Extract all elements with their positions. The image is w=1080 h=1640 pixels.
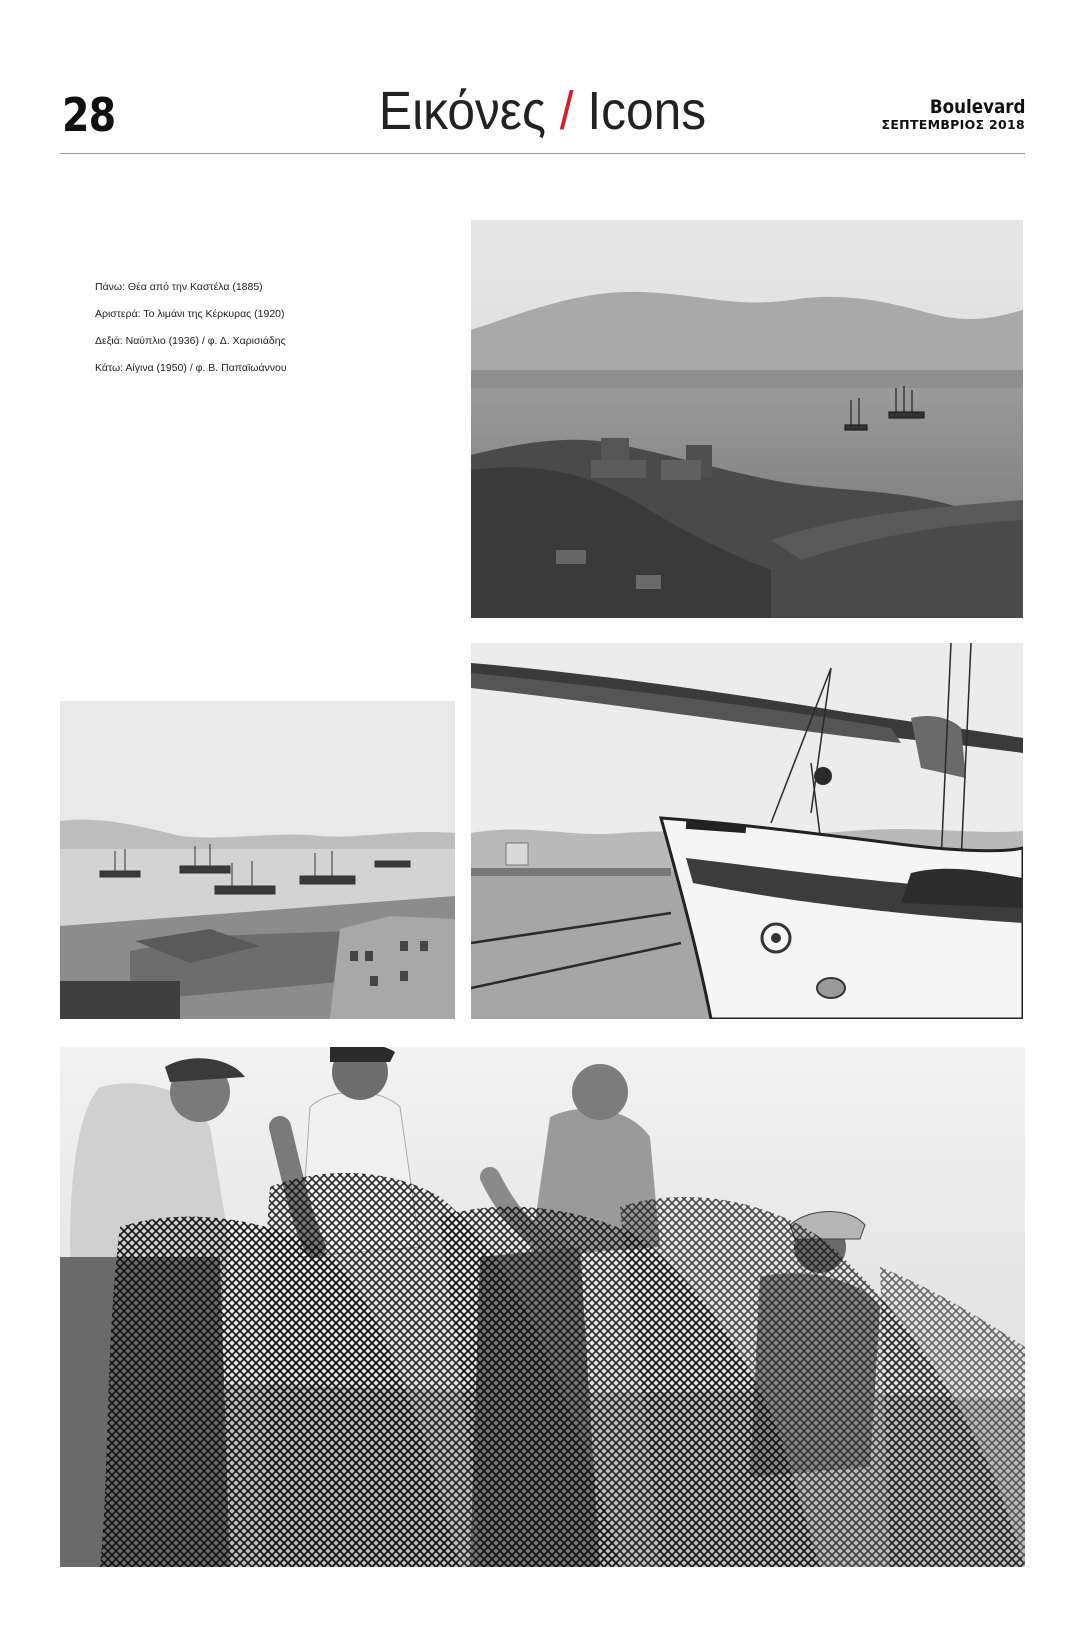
caption-bottom: Κάτω: Αίγινα (1950) / φ. Β. Παπαϊωάννου — [95, 362, 287, 374]
masthead — [882, 98, 1026, 132]
caption-right: Δεξιά: Ναύπλιο (1936) / φ. Δ. Χαρισιάδης — [95, 335, 286, 347]
page-number: 28 — [62, 88, 116, 142]
page-header — [60, 70, 1025, 155]
section-title — [99, 80, 987, 142]
photo-captions — [95, 280, 455, 388]
caption-top: Πάνω: Θέα από την Καστέλα (1885) — [95, 281, 263, 293]
header-divider — [60, 153, 1025, 154]
issue-date: ΣΕΠΤΕΜΒΡΙΟΣ 2018 — [881, 117, 1025, 132]
caption-left: Αριστερά: Το λιμάνι της Κέρκυρας (1920) — [95, 308, 285, 320]
section-title-greek: Εικόνες — [378, 81, 546, 141]
brand-logo: Boulevard — [929, 96, 1025, 118]
photo-kerkyra-harbor — [60, 701, 455, 1019]
section-title-english: Icons — [587, 81, 707, 141]
photo-nafplio-boat — [471, 643, 1023, 1019]
section-title-separator: / — [545, 81, 588, 141]
photo-aegina-fishermen — [60, 1047, 1025, 1567]
photo-kastella-harbor — [471, 220, 1023, 618]
